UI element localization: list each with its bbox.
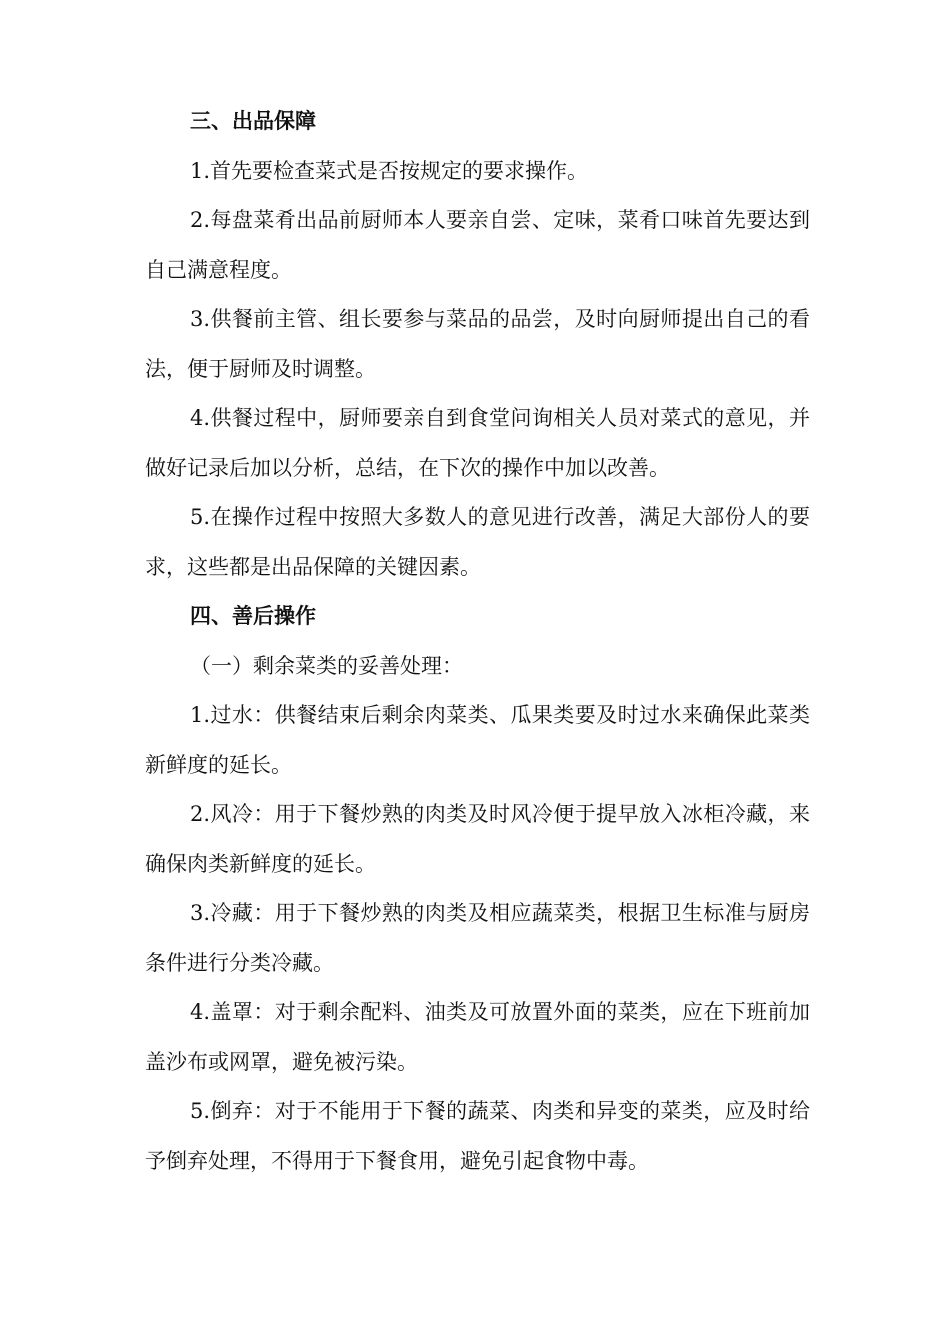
paragraph-item: 5.在操作过程中按照大多数人的意见进行改善，满足大部份人的要求，这些都是出品保障的关键因素。 bbox=[145, 505, 810, 579]
paragraph-item: 3.冷藏：用于下餐炒熟的肉类及相应蔬菜类，根据卫生标准与厨房条件进行分类冷藏。 bbox=[145, 901, 810, 975]
paragraph-item: 1.过水：供餐结束后剩余肉菜类、瓜果类要及时过水来确保此菜类新鲜度的延长。 bbox=[145, 703, 810, 777]
section-heading-aftercare: 四、善后操作 bbox=[190, 604, 316, 628]
paragraph-item: 4.盖罩：对于剩余配料、油类及可放置外面的菜类，应在下班前加盖沙布或网罩，避免被污染。 bbox=[145, 1000, 810, 1074]
paragraph-item: 3.供餐前主管、组长要参与菜品的品尝，及时向厨师提出自己的看法，便于厨师及时调整。 bbox=[145, 307, 810, 381]
paragraph-item: 2.风冷：用于下餐炒熟的肉类及时风冷便于提早放入冰柜冷藏，来确保肉类新鲜度的延长。 bbox=[145, 802, 810, 876]
section-heading-product-guarantee: 三、出品保障 bbox=[190, 109, 316, 133]
paragraph-item: 4.供餐过程中，厨师要亲自到食堂问询相关人员对菜式的意见，并做好记录后加以分析，总结，在下次的操作中加以改善。 bbox=[145, 406, 810, 480]
paragraph-item: 5.倒弃：对于不能用于下餐的蔬菜、肉类和异变的菜类，应及时给予倒弃处理，不得用于下餐食用，避免引起食物中毒。 bbox=[145, 1099, 810, 1173]
subsection-heading: （一）剩余菜类的妥善处理： bbox=[190, 653, 463, 678]
paragraph-item: 2.每盘菜肴出品前厨师本人要亲自尝、定味，菜肴口味首先要达到自己满意程度。 bbox=[145, 208, 810, 282]
paragraph-item: 1.首先要检查菜式是否按规定的要求操作。 bbox=[190, 158, 589, 183]
document-body bbox=[145, 97, 810, 1186]
